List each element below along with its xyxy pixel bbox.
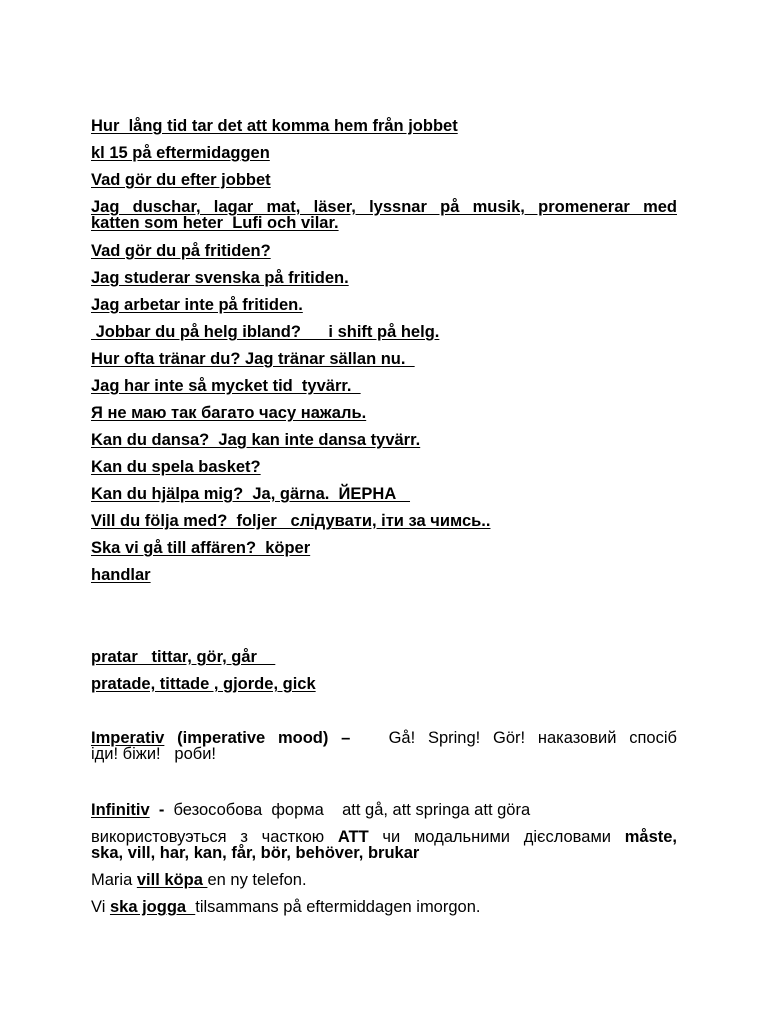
text-line: Jag duschar, lagar mat, läser, lyssnar på musik, promenerar med [91,198,677,216]
text-line: Hur ofta tränar du? Jag tränar sällan nu. [91,350,415,368]
example1-pre: Maria [91,871,137,889]
infinitive-line [91,801,530,820]
text-line: handlar [91,566,151,584]
text-line: Hur lång tid tar det att komma hem från jobbet [91,117,458,135]
text-line: Jag studerar svenska på fritiden. [91,269,349,287]
imperative-term: Imperativ [91,729,165,747]
example-line-2 [91,898,480,917]
text-line: Vill du följa med? foljer слідувати, іти за чимсь.. [91,512,491,530]
example1-post: en ny telefon. [207,871,307,889]
imperative-examples: Gå! Spring! Gör! наказовий спосіб [388,729,677,747]
example2-post: tilsammans på eftermiddagen imorgon. [195,898,481,916]
imperative-dash: – [341,729,351,747]
text-line: Jag har inte så mycket tid tyvärr. [91,377,361,395]
example2-verb: ska jogga [109,898,196,916]
text-line: Kan du hjälpa mig? Ja, gärna. ЙЕРНА [91,485,411,503]
text-line: Ska vi gå till affären? köper [91,539,311,557]
text-line: Vad gör du efter jobbet [91,171,271,189]
infinitive-modals-2: ska, vill, har, kan, får, bör, behöver, brukar [91,844,420,862]
infinitive-term: Infinitiv [91,801,150,819]
text-line: Vad gör du på fritiden? [91,242,271,260]
text-line: Jag arbetar inte på fritiden. [91,296,303,314]
infinitive-line2-mid: чи модальними дієсловами [368,828,625,846]
infinitive-modals-1: måste, [624,828,677,846]
text-line: Kan du spela basket? [91,458,261,476]
example1-verb: vill köpa [136,871,208,889]
text-line: Я не маю так багато часу нажаль. [91,404,367,422]
text-line: katten som heter Lufi och vilar. [91,214,339,232]
text-line: kl 15 på eftermidaggen [91,144,270,162]
infinitive-att: ATT [337,828,369,846]
infinitive-desc: безособова форма att gå, att springa att göra [173,801,531,819]
imperative-paren: (imperative mood) [164,729,342,747]
text-line: Jobbar du på helg ibland? i shift på helg. [91,323,440,341]
text-line: Kan du dansa? Jag kan inte dansa tyvärr. [91,431,421,449]
text-line: pratar tittar, gör, går [91,648,276,666]
example2-pre: Vi [91,898,110,916]
text-line: pratade, tittade , gjorde, gick [91,675,316,693]
infinitive-dash: - [149,801,174,819]
infinitive-line2-pre: використовуэться з часткою [91,828,338,846]
example-line-1 [91,871,307,890]
imperative-line-2: іди! біжи! роби! [91,745,216,763]
